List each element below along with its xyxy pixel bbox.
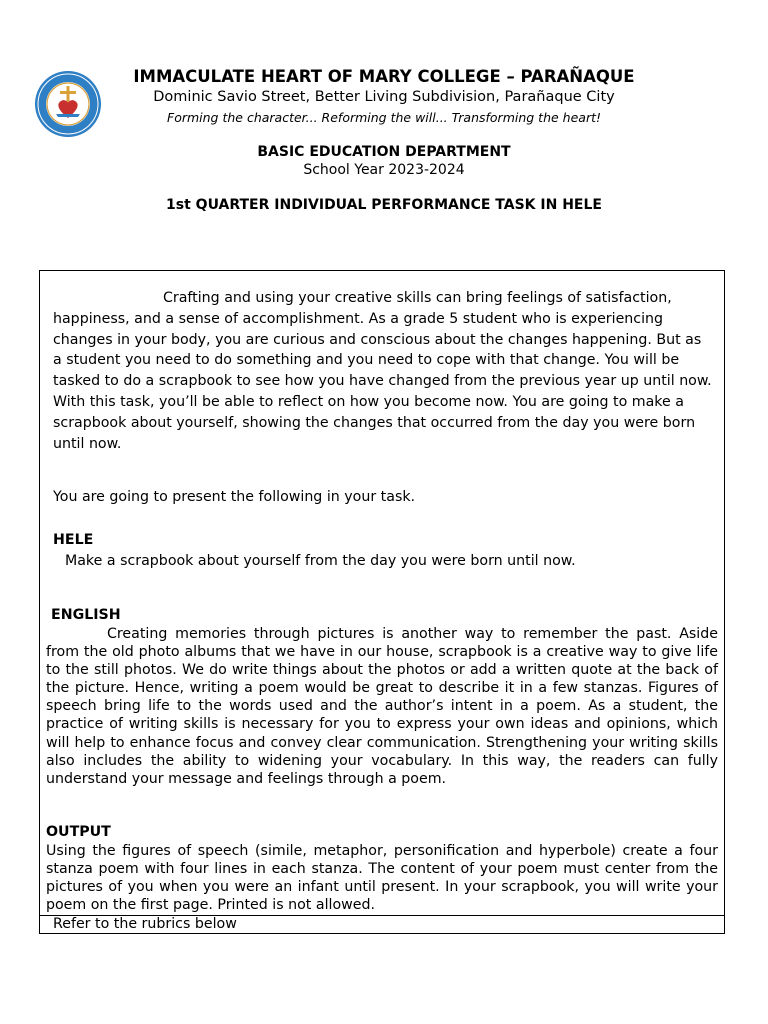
- department-title: BASIC EDUCATION DEPARTMENT: [257, 144, 511, 160]
- english-heading: ENGLISH: [51, 607, 121, 623]
- english-text: Creating memories through pictures is another way to remember the past. Aside from the old photo albums that we have in our house, scrapbook is a creative way to give life to the still photos. We do write things about the photos or add a written quote at the back of the picture. Hence, writing a poem would be great to describe it in a few stanzas. Figures of speech bring life to the words used and the author’s intent in a poem. As a student, the practice of writing skills is necessary for you to express your own ideas and opinions, which will help to enhance focus and convey clear communication. Strengthening your writing skills also includes the ability to widening your vocabulary. In this way, the readers can fully understand your message and feelings through a poem.: [46, 626, 718, 787]
- english-paragraph: [46, 625, 718, 788]
- hele-heading: HELE: [53, 532, 94, 548]
- intro-text: Crafting and using your creative skills can bring feelings of satisfaction, happiness, and a sense of accomplishment. As a grade 5 student who is experiencing changes in your body, you are curious and conscious about the changes happening. But as a student you need to do something and you need to cope with that change. You will be tasked to do a scrapbook to see how you have changed from the previous year up until now. With this task, you’ll be able to reflect on how you become now. You are going to make a scrapbook about yourself, showing the changes that occurred from the day you were born until now.: [53, 290, 712, 452]
- task-content-box: [39, 270, 725, 934]
- output-text: Using the figures of speech (simile, metaphor, personification and hyperbole) create a four stanza poem with four lines in each stanza. The content of your poem must center from the pictures of you when you were an infant until present. In your scrapbook, you will write your poem on the first page. Printed is not allowed.: [46, 843, 718, 914]
- school-address: Dominic Savio Street, Better Living Subdivision, Parañaque City: [153, 89, 615, 105]
- hele-text: Make a scrapbook about yourself from the day you were born until now.: [65, 553, 576, 569]
- task-title: 1st QUARTER INDIVIDUAL PERFORMANCE TASK IN HELE: [166, 197, 602, 213]
- school-name: IMMACULATE HEART OF MARY COLLEGE – PARAÑAQUE: [133, 67, 635, 86]
- rubrics-line: Refer to the rubrics below: [53, 916, 237, 932]
- present-line: You are going to present the following in your task.: [53, 489, 416, 505]
- intro-paragraph: [53, 288, 713, 454]
- school-year: School Year 2023-2024: [303, 162, 465, 178]
- output-heading: OUTPUT: [46, 824, 111, 840]
- school-motto: Forming the character... Reforming the will... Transforming the heart!: [167, 110, 601, 125]
